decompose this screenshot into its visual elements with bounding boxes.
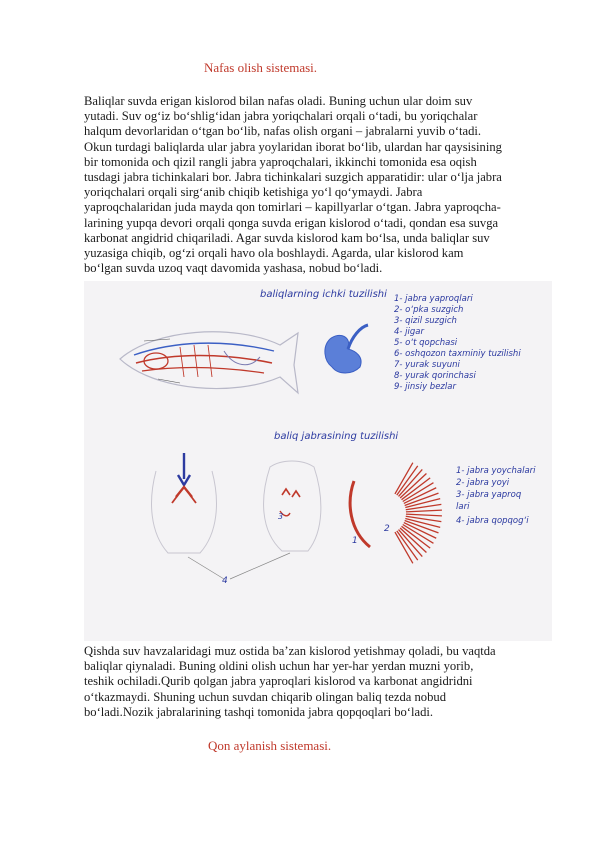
text-line: larining yupqa devori orqali qonga suvda erigan kislorod o‘tadi, qondan esa suvga (84, 215, 499, 230)
text-line: bo‘ladi.Nozik jabralarining tashqi tomonida jabra qopqoqlari bo‘ladi. (84, 704, 434, 719)
legend-item: lari (456, 502, 470, 512)
text-line: bo‘lgan suvda uzoq vaqt davomida yashasa, nobud bo‘ladi. (84, 261, 383, 276)
figure-number-1: 1 (352, 536, 358, 546)
figure-title-gills: baliq jabrasining tuzilishi (274, 431, 399, 442)
text-line: Baliqlar suvda erigan kislorod bilan nafas oladi. Buning uchun ular doim suv (84, 94, 473, 108)
figure-number-4: 4 (222, 576, 228, 586)
text-line: Okun turdagi baliqlarda ular jabra yoylaridan iborat bo‘lib, ulardan har qaysisining (84, 139, 502, 154)
legend-item: 1- jabra yaproqlari (394, 294, 473, 304)
text-line: yuzasiga chiqib, og‘zi orqali havo ola boshlaydi. Agarda, ular kislorod kam (84, 246, 464, 261)
text-line: yoriqchalari orqali sirg‘anib chiqib ketishiga yo‘l qo‘ymaydi. Jabra (84, 185, 423, 200)
legend-item: 3- qizil suzgich (394, 316, 457, 326)
text-line: o‘tkazmaydi. Shuning uchun suvdan chiqarib olingan baliq tezda nobud (84, 689, 446, 704)
text-line: yutadi. Suv og‘iz bo‘shlig‘idan jabra yoriqchalari orqali o‘tadi, bu yoriqchalar (84, 109, 478, 124)
text-line: karbonat angidrid chiqariladi. Agar suvda kislorod kam bo‘lsa, unda baliqlar suv (84, 230, 490, 245)
figure-title-internal: baliqlarning ichki tuzilishi (260, 289, 387, 300)
section-heading-circulatory: Qon aylanish sistemasi. (208, 738, 332, 753)
text-line: yaproqchalaridan juda mayda qon tomirlari – kapillyarlar o‘tgan. Jabra yaproqcha- (84, 200, 501, 215)
legend-item: 5- o‘t qopchasi (394, 338, 458, 348)
legend-item: 7- yurak suyuni (394, 360, 460, 370)
text-line: teshik ochiladi.Qurib qolgan jabra yaproqlari kislorod va karbonat angidridni (84, 674, 473, 689)
hand-drawn-fish-anatomy-figure (84, 281, 552, 641)
legend-item: 6- oshqozon taxminiy tuzilishi (394, 349, 521, 359)
legend-item: 4- jigar (394, 327, 424, 337)
legend-item: 4- jabra qopqog‘i (456, 516, 529, 526)
section-heading-respiratory: Nafas olish sistemasi. (204, 60, 318, 75)
text-line: halqum devorlaridan o‘tgan bo‘lib, nafas olish organi – jabralarni yuvib o‘tadi. (84, 124, 482, 139)
paragraph-respiratory (84, 94, 564, 276)
legend-item: 2- jabra yoyi (456, 478, 510, 488)
figure-drawing (84, 281, 552, 641)
figure-number-2: 2 (384, 524, 390, 534)
legend-item: 9- jinsiy bezlar (394, 382, 456, 392)
legend-item: 1- jabra yoychalari (456, 466, 536, 476)
text-line: baliqlar qiynaladi. Buning oldini olish uchun har yer-har yerdan muzni yorib, (84, 659, 474, 674)
legend-item: 3- jabra yaproq (456, 490, 522, 500)
legend-item: 2- o‘pka suzgich (394, 305, 464, 315)
text-line: tusdagi jabra tichinkalari bor. Jabra tichinkalari suzgich apparatidir: ular o‘lja jabra (84, 170, 502, 185)
legend-item: 8- yurak qorinchasi (394, 371, 476, 381)
paragraph-winter (84, 644, 564, 720)
text-line: Qishda suv havzalaridagi muz ostida ba’zan kislorod yetishmay qoladi, bu vaqtda (84, 644, 496, 658)
figure-number-3: 3 (278, 512, 284, 521)
text-line: bir tomonida och qizil rangli jabra yaproqchalari, ikkinchi tomonida esa oqish (84, 154, 477, 169)
